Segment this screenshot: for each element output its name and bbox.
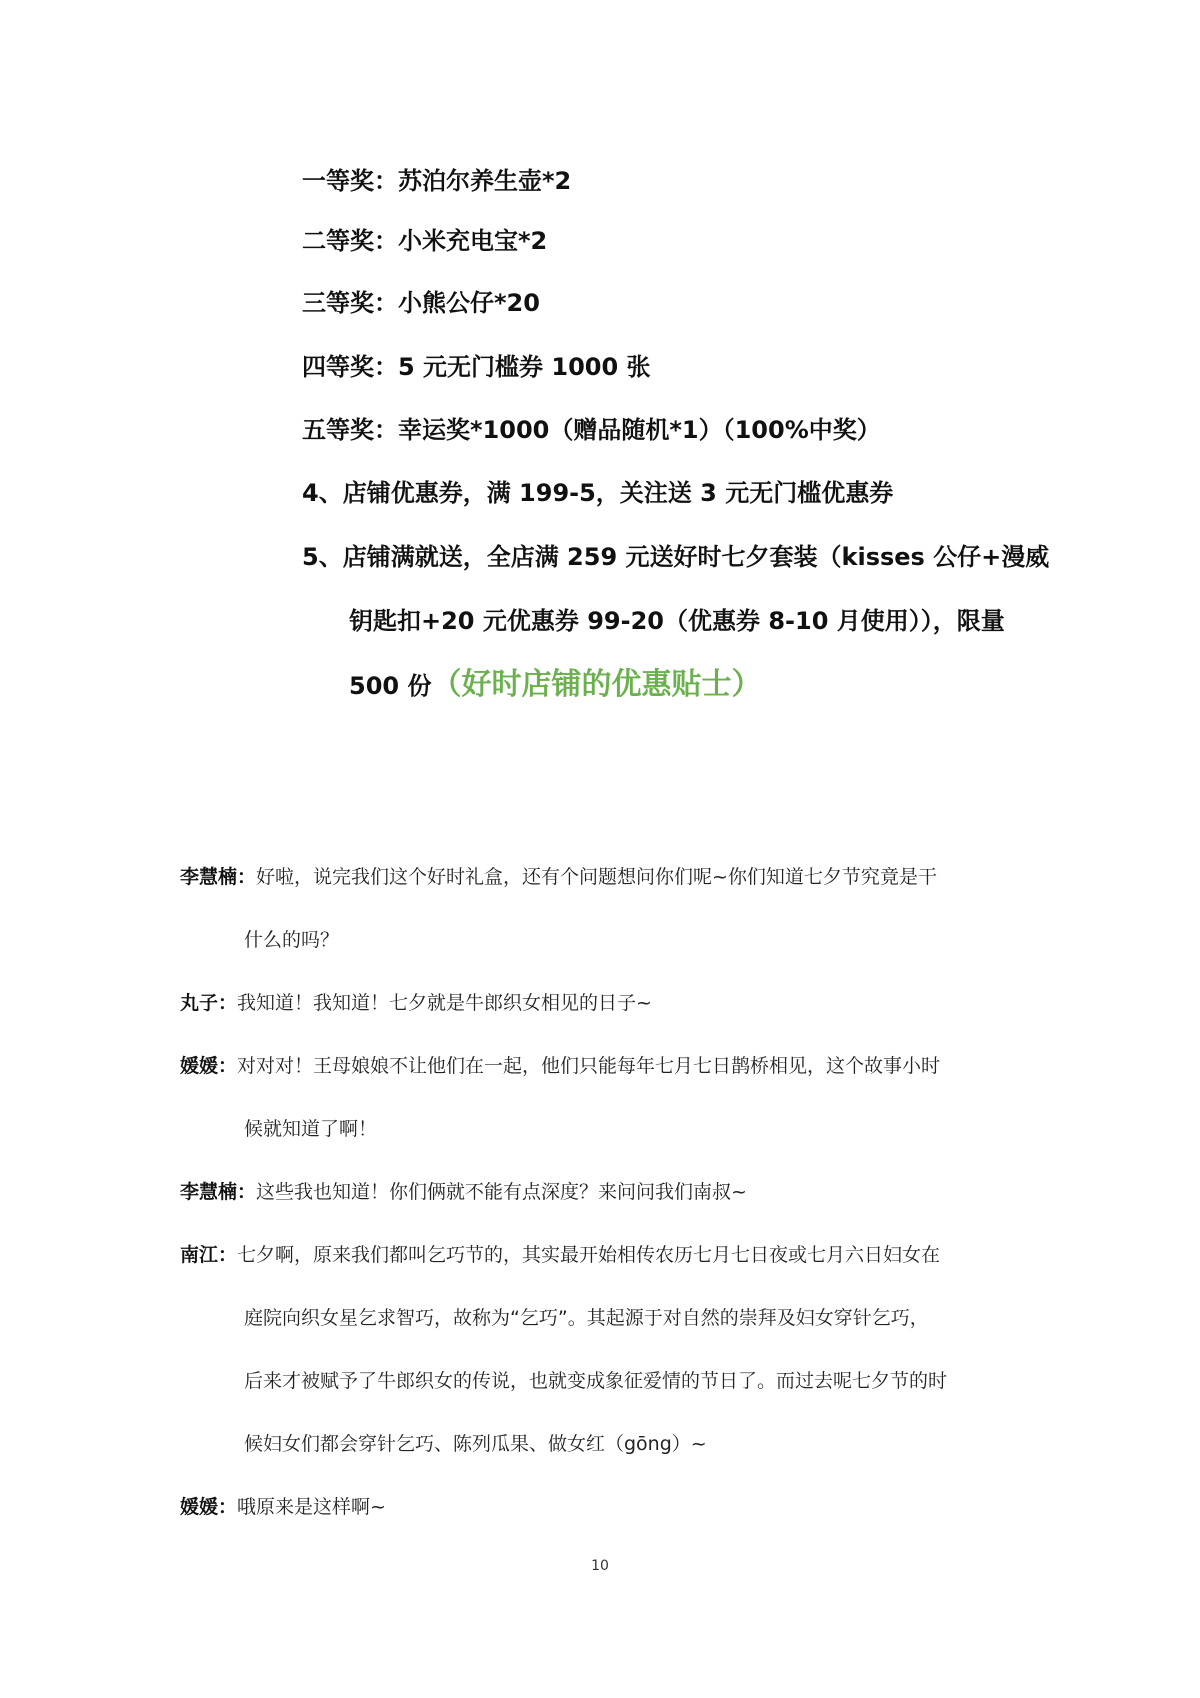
dialogue-text: 七夕啊，原来我们都叫乞巧节的，其实最开始相传农历七月七日夜或七月六日妇女在 xyxy=(237,1244,941,1266)
offer-item-5-line3 xyxy=(349,667,762,702)
prize-fifth: 五等奖：幸运奖*1000（赠品随机*1）（100%中奖） xyxy=(302,416,881,444)
dialogue-text: 这些我也知道！你们俩就不能有点深度？来问问我们南叔~ xyxy=(256,1181,747,1203)
dialogue-line xyxy=(180,864,937,890)
dialogue-continuation: 什么的吗？ xyxy=(244,929,340,951)
dialogue-text: 我知道！我知道！七夕就是牛郎织女相见的日子~ xyxy=(237,992,652,1014)
dialogue-continuation: 候就知道了啊！ xyxy=(244,1118,378,1140)
speaker-name: 南江： xyxy=(180,1244,238,1266)
dialogue-line xyxy=(180,1242,940,1268)
dialogue-continuation: 候妇女们都会穿针乞巧、陈列瓜果、做女红（gōng）~ xyxy=(244,1433,707,1455)
prize-fourth: 四等奖：5 元无门槛券 1000 张 xyxy=(302,353,651,381)
offer-tip-note: （好时店铺的优惠贴士） xyxy=(431,667,762,702)
speaker-name: 丸子： xyxy=(180,992,238,1014)
dialogue-text: 对对对！王母娘娘不让他们在一起，他们只能每年七月七日鹊桥相见，这个故事小时 xyxy=(237,1055,941,1077)
dialogue-continuation: 庭院向织女星乞求智巧，故称为“乞巧”。其起源于对自然的崇拜及妇女穿针乞巧， xyxy=(244,1307,929,1329)
dialogue-continuation: 后来才被赋予了牛郎织女的传说，也就变成象征爱情的节日了。而过去呢七夕节的时 xyxy=(244,1370,948,1392)
offer-item-5-line1: 5、店铺满就送，全店满 259 元送好时七夕套装（kisses 公仔+漫威 xyxy=(302,543,1050,571)
speaker-name: 媛媛： xyxy=(180,1055,238,1077)
dialogue-text: 好啦，说完我们这个好时礼盒，还有个问题想问你们呢~你们知道七夕节究竟是干 xyxy=(256,866,937,888)
dialogue-line xyxy=(180,1494,386,1520)
offer-quantity: 500 份 xyxy=(349,672,432,700)
speaker-name: 李慧楠： xyxy=(180,1181,257,1203)
speaker-name: 媛媛： xyxy=(180,1496,238,1518)
offer-item-4: 4、店铺优惠券，满 199-5，关注送 3 元无门槛优惠券 xyxy=(302,479,894,507)
dialogue-line xyxy=(180,1053,940,1079)
dialogue-text: 哦原来是这样啊~ xyxy=(237,1496,386,1518)
prize-second: 二等奖：小米充电宝*2 xyxy=(302,227,548,255)
speaker-name: 李慧楠： xyxy=(180,866,257,888)
dialogue-line xyxy=(180,1179,747,1205)
offer-item-5-line2: 钥匙扣+20 元优惠券 99-20（优惠券 8-10 月使用）），限量 xyxy=(349,607,1005,635)
page-number: 10 xyxy=(591,1558,609,1574)
dialogue-line xyxy=(180,990,652,1016)
prize-third: 三等奖：小熊公仔*20 xyxy=(302,289,540,317)
prize-first: 一等奖：苏泊尔养生壶*2 xyxy=(302,167,572,195)
